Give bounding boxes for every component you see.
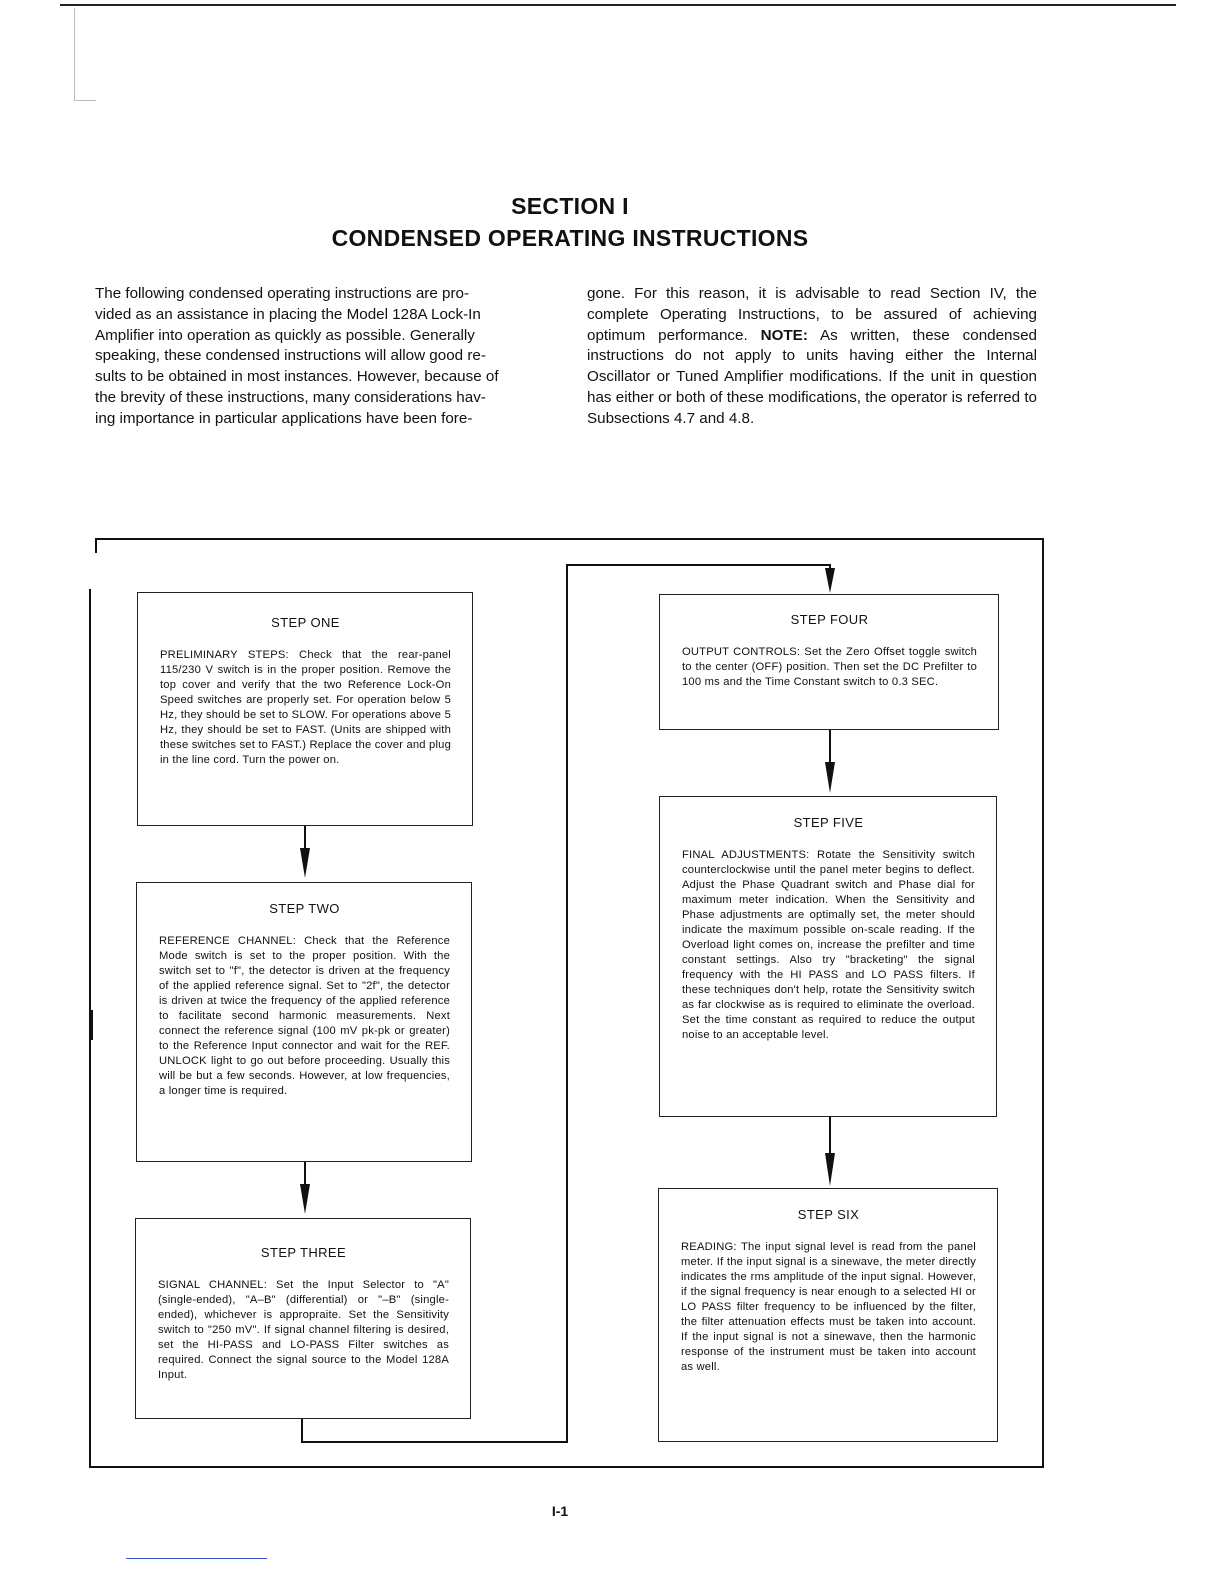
step-six-box	[658, 1188, 998, 1442]
note-label: NOTE:	[760, 326, 808, 344]
step-one-text: PRELIMINARY STEPS: Check that the rear-panel 115/230 V switch is in the proper position. Remove the top cover and verify that the two Reference Lock-On Speed switches are properly set. For operation below 5 Hz, they should be set to SLOW. For operations above 5 Hz, they should be set to FAST. (Units are shipped with these switches set to FAST.) Replace the cover and plug in the line cord. Turn the power on.	[160, 649, 451, 766]
step-three-box	[135, 1218, 471, 1419]
step-four-box	[659, 594, 999, 730]
step-three-title: STEP THREE	[260, 1245, 347, 1260]
section-number: SECTION I	[511, 193, 629, 219]
step-four-title: STEP FOUR	[790, 612, 869, 627]
arrowhead	[825, 568, 835, 593]
intro-line: the brevity of these instructions, many considerations hav-	[95, 388, 486, 406]
intro-right-column	[587, 284, 1037, 430]
step-three-text: SIGNAL CHANNEL: Set the Input Selector to "A" (single-ended), "A–B" (differential) or "–B" (single-ended), whichever is appropraite. Set the Sensitivity switch to "250 mV". If signal channel filtering is desired, set the HI-PASS and LO-PASS Filter switches as required. Connect the signal source to the Model 128A Input.	[158, 1279, 449, 1381]
footer-rule	[126, 1558, 267, 1559]
scan-mark	[74, 100, 96, 101]
intro-text: As written, these condensed instructions do not apply to units having either the Internal Oscillator or Tuned Amplifier modifications. If the unit in question has either or both of these modifications, the operator is referred to Subsections 4.7 and 4.8.	[587, 326, 1037, 427]
step-six-title: STEP SIX	[797, 1207, 860, 1222]
top-rule	[60, 4, 1176, 6]
step-four-text: OUTPUT CONTROLS: Set the Zero Offset toggle switch to the center (OFF) position. Then set the DC Prefilter to 100 ms and the Time Constant switch to 0.3 SEC.	[682, 646, 977, 688]
intro-text: gone. For this reason, it is advisable to read Section IV, the complete Operating Instructions, to be assured of achieving optimum performance.	[587, 285, 1037, 344]
intro-line: sults to be obtained in most instances. However, because of	[95, 368, 499, 386]
step-two-box	[136, 882, 472, 1162]
step-six-text: READING: The input signal level is read from the panel meter. If the input signal is a sinewave, the meter directly indicates the rms amplitude of the input signal. However, if the signal frequency is near enough to a selected HI or LO PASS filter frequency to be influenced by the filter, the filter attenuation effects must be taken into account. If the input signal is not a sinewave, then the harmonic response of the instrument must be taken into account as well.	[681, 1241, 976, 1373]
page-number: I-1	[551, 1503, 569, 1519]
step-five-title: STEP FIVE	[793, 815, 864, 830]
step-two-title: STEP TWO	[269, 901, 340, 916]
intro-line: vided as an assistance in placing the Model 128A Lock-In	[95, 305, 481, 323]
step-five-text: FINAL ADJUSTMENTS: Rotate the Sensitivity switch counterclockwise until the panel meter begins to deflect. Adjust the Phase Quadrant switch and Phase dial for maximum meter indication. When the Sensitivity and Phase adjustments are optimally set, the meter should indicate the maximum possible on-scale reading. If the Overload light comes on, increase the prefilter and time constant settings. Also try "bracketing" the signal frequency with the HI PASS and LO PASS filters. If these techniques don't help, rotate the Sensitivity switch as far clockwise as is required to eliminate the overload. Set the time constant as required to reduce the output noise to an acceptable level.	[682, 849, 975, 1041]
scan-mark	[74, 8, 75, 100]
arrowhead	[300, 848, 310, 878]
arrowhead	[825, 1153, 835, 1186]
intro-line: The following condensed operating instructions are pro-	[95, 285, 469, 302]
step-two-text: REFERENCE CHANNEL: Check that the Reference Mode switch is set to the proper position. With the switch set to "f", the detector is driven at the frequency of the applied reference signal. Set to "2f", the detector is driven at twice the frequency of the applied reference to facilitate second harmonic measurements. Next connect the reference signal (100 mV pk-pk or greater) to the Reference Input connector and wait for the REF. UNLOCK light to go out before proceeding. Usually this will be but a few seconds. However, at low frequencies, a longer time is required.	[159, 935, 450, 1097]
step-five-box	[659, 796, 997, 1117]
step-one-title: STEP ONE	[271, 615, 340, 630]
step-one-box	[137, 592, 473, 826]
intro-line: ing importance in particular applications have been fore-	[95, 409, 473, 427]
arrowhead	[825, 762, 835, 793]
page-title: CONDENSED OPERATING INSTRUCTIONS	[331, 225, 809, 251]
intro-line: Amplifier into operation as quickly as possible. Generally	[95, 326, 475, 344]
intro-left-column	[95, 284, 541, 430]
intro-line: speaking, these condensed instructions will allow good re-	[95, 347, 486, 365]
arrowhead	[300, 1184, 310, 1214]
